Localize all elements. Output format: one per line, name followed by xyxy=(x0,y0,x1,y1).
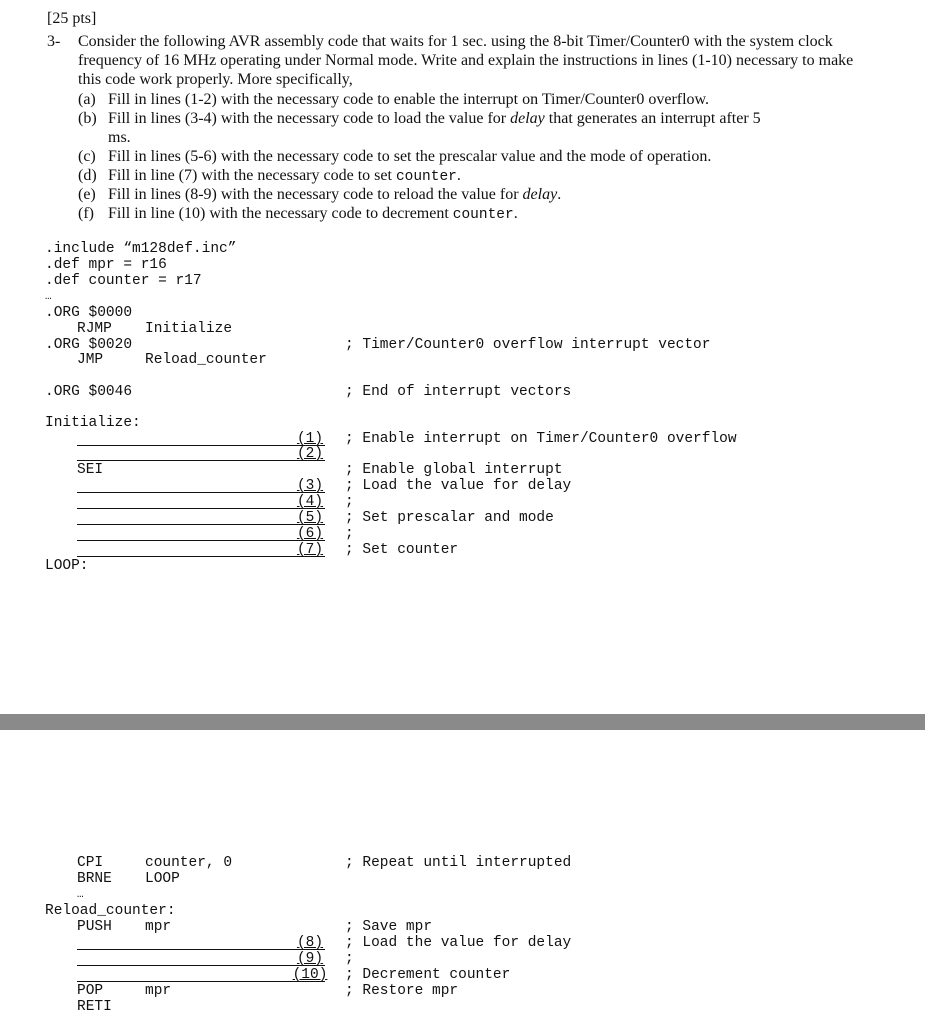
comment-push: ; Save mpr xyxy=(345,919,433,935)
comment-cpi: ; Repeat until interrupted xyxy=(345,855,572,871)
code-reti: RETI xyxy=(77,999,112,1015)
code-include: .include “m128def.inc” xyxy=(45,241,237,257)
part-text: Fill in lines (3-4) with the necessary code to load the value for delay that generates an interrupt after 5 xyxy=(108,110,761,127)
code-cpi-op: CPI xyxy=(77,855,104,871)
question-number: 3- xyxy=(47,33,61,50)
comment-line-6: ; xyxy=(345,526,354,542)
code-initialize-label: Initialize: xyxy=(45,415,141,431)
part-text: Fill in lines (8-9) with the necessary code to reload the value for delay. xyxy=(108,186,562,203)
comment-line-8: ; Load the value for delay xyxy=(345,935,572,951)
code-pop-arg: mpr xyxy=(145,983,172,999)
code-push-op: PUSH xyxy=(77,919,112,935)
code-rjmp-arg: Initialize xyxy=(145,321,233,337)
comment-line-5: ; Set prescalar and mode xyxy=(345,510,554,526)
line-number-2: (2) xyxy=(296,446,324,462)
blank-line-7 xyxy=(77,556,325,557)
part-text: Fill in lines (5-6) with the necessary code to set the prescalar value and the mode of operation. xyxy=(108,148,712,165)
part-text-cont: ms. xyxy=(108,129,131,146)
code-rjmp-op: RJMP xyxy=(77,321,112,337)
blank-line-9 xyxy=(77,965,325,966)
code-reload-label: Reload_counter: xyxy=(45,903,176,919)
part-label: (f) xyxy=(78,205,94,222)
comment-pop: ; Restore mpr xyxy=(345,983,459,999)
line-number-7: (7) xyxy=(296,542,324,558)
line-number-5: (5) xyxy=(296,510,324,526)
line-number-9: (9) xyxy=(296,951,324,967)
part-text: Fill in line (7) with the necessary code to set counter. xyxy=(108,167,461,185)
line-number-3: (3) xyxy=(296,478,324,494)
comment-line-4: ; xyxy=(345,494,354,510)
question-intro: Consider the following AVR assembly code that waits for 1 sec. using the 8-bit Timer/Counter0 with the system clock frequency of 16 MHz operating under Normal mode. Write and explain the instructions in lines (1-10) necessary to make this code work properly. More specifically, xyxy=(78,33,854,88)
blank-line-10 xyxy=(77,981,325,982)
part-text: Fill in line (10) with the necessary code to decrement counter. xyxy=(108,205,518,223)
code-pop-op: POP xyxy=(77,983,104,999)
part-label: (e) xyxy=(78,186,96,203)
code-jmp-arg: Reload_counter xyxy=(145,352,267,368)
code-sei: SEI xyxy=(77,462,104,478)
comment-line-1: ; Enable interrupt on Timer/Counter0 overflow xyxy=(345,431,737,447)
comment-sei: ; Enable global interrupt xyxy=(345,462,563,478)
code-push-arg: mpr xyxy=(145,919,172,935)
code-cpi-arg: counter, 0 xyxy=(145,855,233,871)
blank-line-6 xyxy=(77,540,325,541)
code-ellipsis-2: … xyxy=(77,889,84,901)
line-number-6: (6) xyxy=(296,526,324,542)
code-org-0020: .ORG $0020 xyxy=(45,337,133,353)
line-number-10: (10) xyxy=(292,967,328,983)
code-org-0000: .ORG $0000 xyxy=(45,305,133,321)
code-brne-op: BRNE xyxy=(77,871,112,887)
part-text: Fill in lines (1-2) with the necessary code to enable the interrupt on Timer/Counter0 overflow. xyxy=(108,91,710,108)
comment-line-9: ; xyxy=(345,951,354,967)
blank-line-5 xyxy=(77,524,325,525)
blank-line-8 xyxy=(77,949,325,950)
code-loop-label: LOOP: xyxy=(45,558,89,574)
code-org-0046-comment: ; End of interrupt vectors xyxy=(345,384,572,400)
part-label: (d) xyxy=(78,167,97,184)
part-label: (a) xyxy=(78,91,96,108)
part-label: (b) xyxy=(78,110,97,127)
code-def-counter: .def counter = r17 xyxy=(45,273,202,289)
blank-line-4 xyxy=(77,508,325,509)
blank-line-2 xyxy=(77,460,325,461)
blank-line-3 xyxy=(77,492,325,493)
code-org-0020-comment: ; Timer/Counter0 overflow interrupt vector xyxy=(345,337,711,353)
code-jmp-op: JMP xyxy=(77,352,104,368)
part-label: (c) xyxy=(78,148,96,165)
comment-line-3: ; Load the value for delay xyxy=(345,478,572,494)
points-label: [25 pts] xyxy=(47,10,97,27)
code-brne-arg: LOOP xyxy=(145,871,180,887)
code-def-mpr: .def mpr = r16 xyxy=(45,257,167,273)
comment-line-10: ; Decrement counter xyxy=(345,967,511,983)
line-number-1: (1) xyxy=(296,431,324,447)
line-number-4: (4) xyxy=(296,494,324,510)
line-number-8: (8) xyxy=(296,935,324,951)
code-org-0046: .ORG $0046 xyxy=(45,384,133,400)
code-ellipsis: … xyxy=(45,291,52,303)
comment-line-7: ; Set counter xyxy=(345,542,459,558)
blank-line-1 xyxy=(77,445,325,446)
page-divider xyxy=(0,714,925,730)
